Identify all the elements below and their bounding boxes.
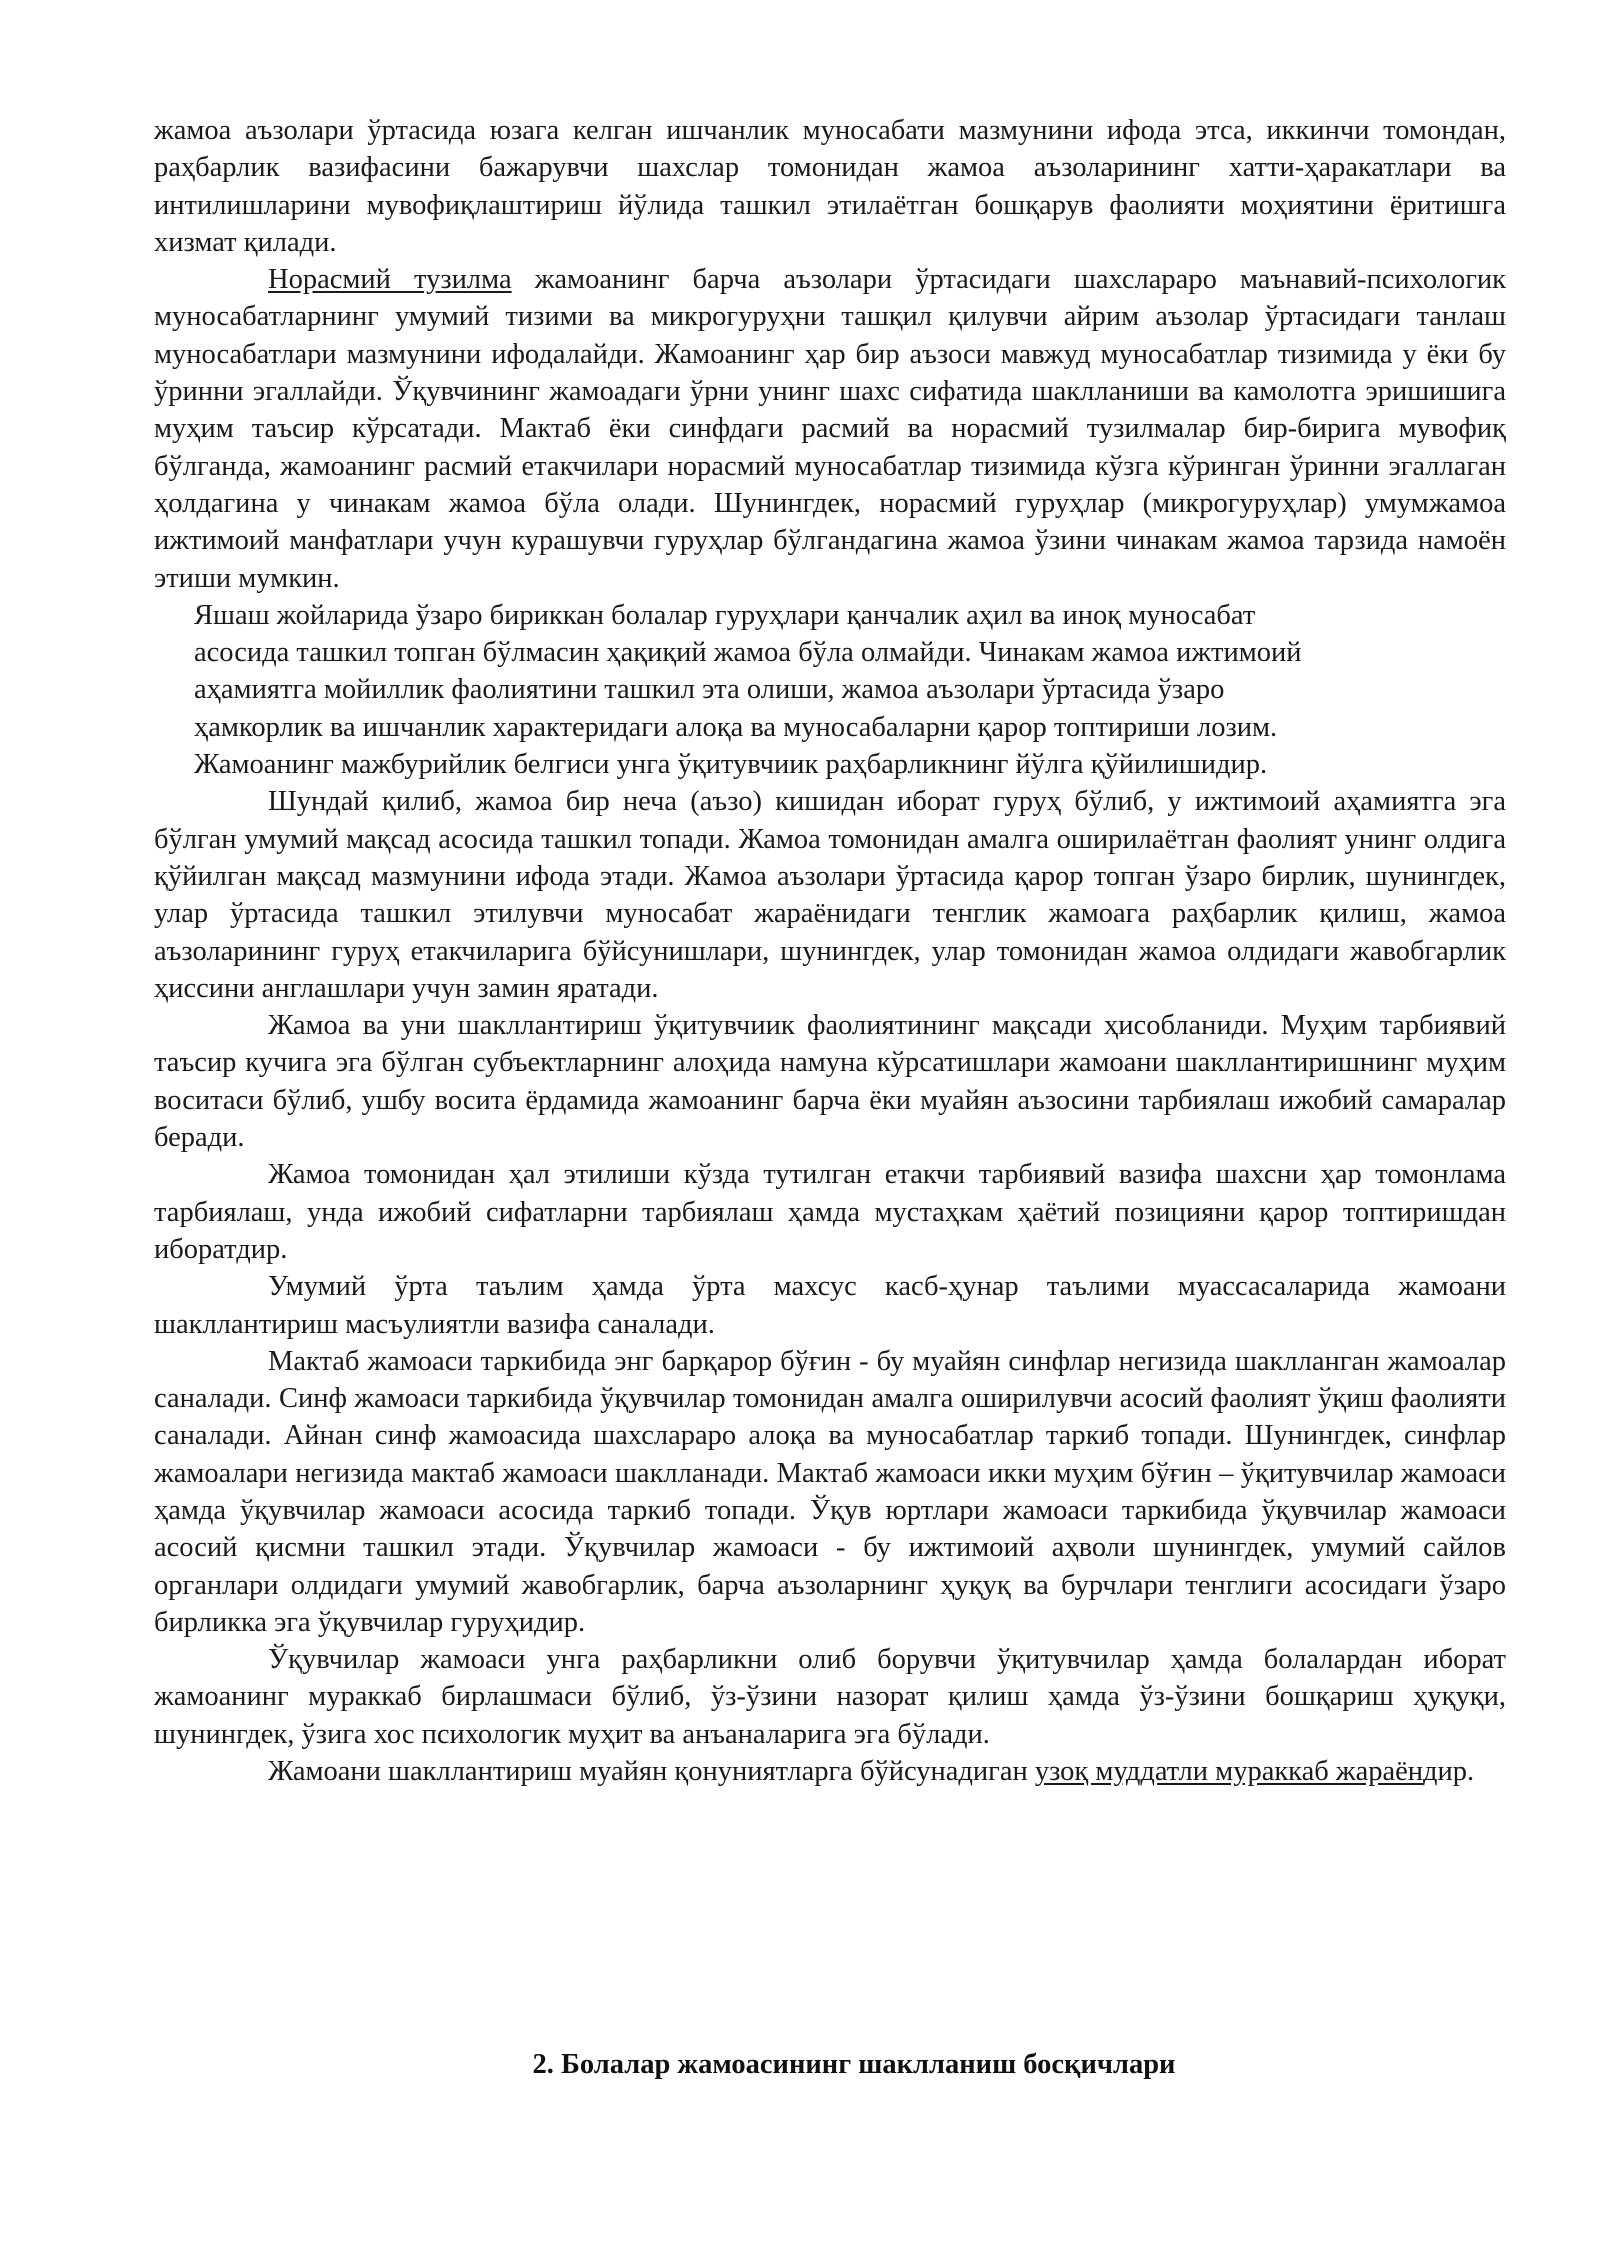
section-heading-text: 2. Болалар жамоасининг шаклланиш босқичлари (532, 2049, 1176, 2080)
paragraph-3: Шундай қилиб, жамоа бир неча (аъзо) кишидан иборат гуруҳ бўлиб, у ижтимоий аҳамиятга эга бўлган умумий мақсад асосида ташкил топади. Жамоа томонидан амалга оширилаётган фаолият унинг олдига қўйилган мақсад мазмунини ифода этади. Жамоа аъзолари ўртасида қарор топган ўзаро бирлик, шунингдек, улар ўртасида ташкил этилувчи муносабат жараёнидаги тенглик жамоага раҳбарлик қилиш, жамоа аъзоларининг гуруҳ етакчиларига бўйсунишлари, шунингдек, улар томонидан жамоа олдидаги жавобгарлик ҳиссини англашлари учун замин яратади. (154, 786, 1506, 1004)
block-line: асосида ташкил топган бўлмасин ҳақиқий жамоа бўла олмайди. Чинакам жамоа ижтимоий (194, 637, 1302, 669)
quoted-block (154, 597, 1474, 783)
paragraph-5: Жамоа томонидан ҳал этилиши кўзда тутилган етакчи тарбиявий вазифа шахсни ҳар томонлама тарбиялаш, унда ижобий сифатларни тарбиялаш ҳамда мустаҳкам ҳаётий позицияни қарор топтиришдан иборатдир. (154, 1159, 1506, 1265)
block-line: Жамоанинг мажбурийлик белгиси унга ўқитувчиик раҳбарликнинг йўлга қўйилишидир. (194, 749, 1268, 781)
paragraph-9-text: Жамоани шакллантириш муайян қонуниятларга бўйсунадиган (268, 1756, 1035, 1788)
block-line: Яшаш жойларида ўзаро бириккан болалар гуруҳлари қанчалик аҳил ва иноқ муносабат (194, 599, 1256, 631)
paragraph-2 (154, 261, 1506, 597)
paragraph-4: Жамоа ва уни шакллантириш ўқитувчиик фаолиятининг мақсади ҳисобланиди. Муҳим тарбиявий таъсир кучига эга бўлган субъектларнинг алоҳида намуна кўрсатишлари жамоани шакллантиришнинг муҳим воситаси бўлиб, ушбу восита ёрдамида жамоанинг барча ёки муайян аъзосини тарбиялаш ижобий самаралар беради. (154, 1010, 1506, 1154)
paragraph-9-end: дир. (1423, 1756, 1475, 1788)
paragraph-1: жамоа аъзолари ўртасида юзага келган ишчанлик муносабати мазмунини ифода этса, иккинчи томондан, раҳбарлик вазифасини бажарувчи шахслар томонидан жамоа аъзоларининг хатти-ҳаракатлари ва интилишларини мувофиқлаштириш йўлида ташкил этилаётган бошқарув фаолияти моҳиятини ёритишга хизмат қилади. (154, 115, 1506, 258)
underlined-term-informal-structure: Норасмий тузилма (268, 264, 512, 296)
underlined-term-long-process: узоқ муддатли мураккаб жараён (1034, 1756, 1424, 1788)
paragraph-2-text: жамоанинг барча аъзолари ўртасидаги шахслараро маънавий-психологик муносабатларнинг умумий тизими ва микрогуруҳни ташқил қилувчи айрим аъзолар ўртасидаги танлаш муносабатлари мазмунини ифодалайди. Жамоанинг ҳар бир аъзоси мавжуд муносабатлар тизимида у ёки бу ўринни эгаллайди. Ўқувчининг жамоадаги ўрни унинг шахс сифатида шаклланиши ва камолотга эришишига муҳим таъсир кўрсатади. Мактаб ёки синфдаги расмий ва норасмий тузилмалар бир-бирига мувофиқ бўлганда, жамоанинг расмий етакчилари норасмий муносабатлар тизимида кўзга кўринган ўринни эгаллаган ҳолдагина у чинакам жамоа бўла олади. Шунингдек, норасмий гуруҳлар (микрогуруҳлар) умумжамоа ижтимоий манфатлари учун курашувчи гуруҳлар бўлгандагина жамоа ўзини чинакам жамоа тарзида намоён этиши мумкин. (154, 264, 1506, 594)
paragraph-9 (154, 1753, 1506, 1790)
block-line: ҳамкорлик ва ишчанлик характеридаги алоқа ва муносабаларни қарор топтириши лозим. (194, 711, 1278, 743)
block-line: аҳамиятга мойиллик фаолиятини ташкил эта олиши, жамоа аъзолари ўртасида ўзаро (194, 674, 1225, 706)
paragraph-7: Мактаб жамоаси таркибида энг барқарор бўғин - бу муайян синфлар негизида шаклланган жамоалар саналади. Синф жамоаси таркибида ўқувчилар томонидан амалга оширилувчи асосий фаолият ўқиш фаолияти саналади. Айнан синф жамоасида шахслараро алоқа ва муносабатлар таркиб топади. Шунингдек, синфлар жамоалари негизида мактаб жамоаси шаклланади. Мактаб жамоаси икки муҳим бўғин – ўқитувчилар жамоаси ҳамда ўқувчилар жамоаси асосида таркиб топади. Ўқув юртлари жамоаси таркибида ўқувчилар жамоаси асосий қисмни ташкил этади. Ўқувчилар жамоаси - бу ижтимоий аҳволи шунингдек, умумий сайлов органлари олдидаги умумий жавобгарлик, барча аъзоларнинг ҳуқуқ ва бурчлари тенглиги асосидаги ўзаро бирликка эга ўқувчилар гуруҳидир. (154, 1345, 1506, 1638)
document-body (154, 112, 1506, 1790)
paragraph-8: Ўқувчилар жамоаси унга раҳбарликни олиб борувчи ўқитувчилар ҳамда болалардан иборат жамоанинг мураккаб бирлашмаси бўлиб, ўз-ўзини назорат қилиш ҳамда ўз-ўзини бошқариш ҳуқуқи, шунингдек, ўзига хос психологик муҳит ва анъаналарига эга бўлади. (154, 1644, 1506, 1750)
paragraph-6: Умумий ўрта таълим ҳамда ўрта махсус касб-ҳунар таълими муассасаларида жамоани шакллантириш масъулиятли вазифа саналади. (154, 1271, 1506, 1340)
section-heading (0, 2046, 1600, 2083)
